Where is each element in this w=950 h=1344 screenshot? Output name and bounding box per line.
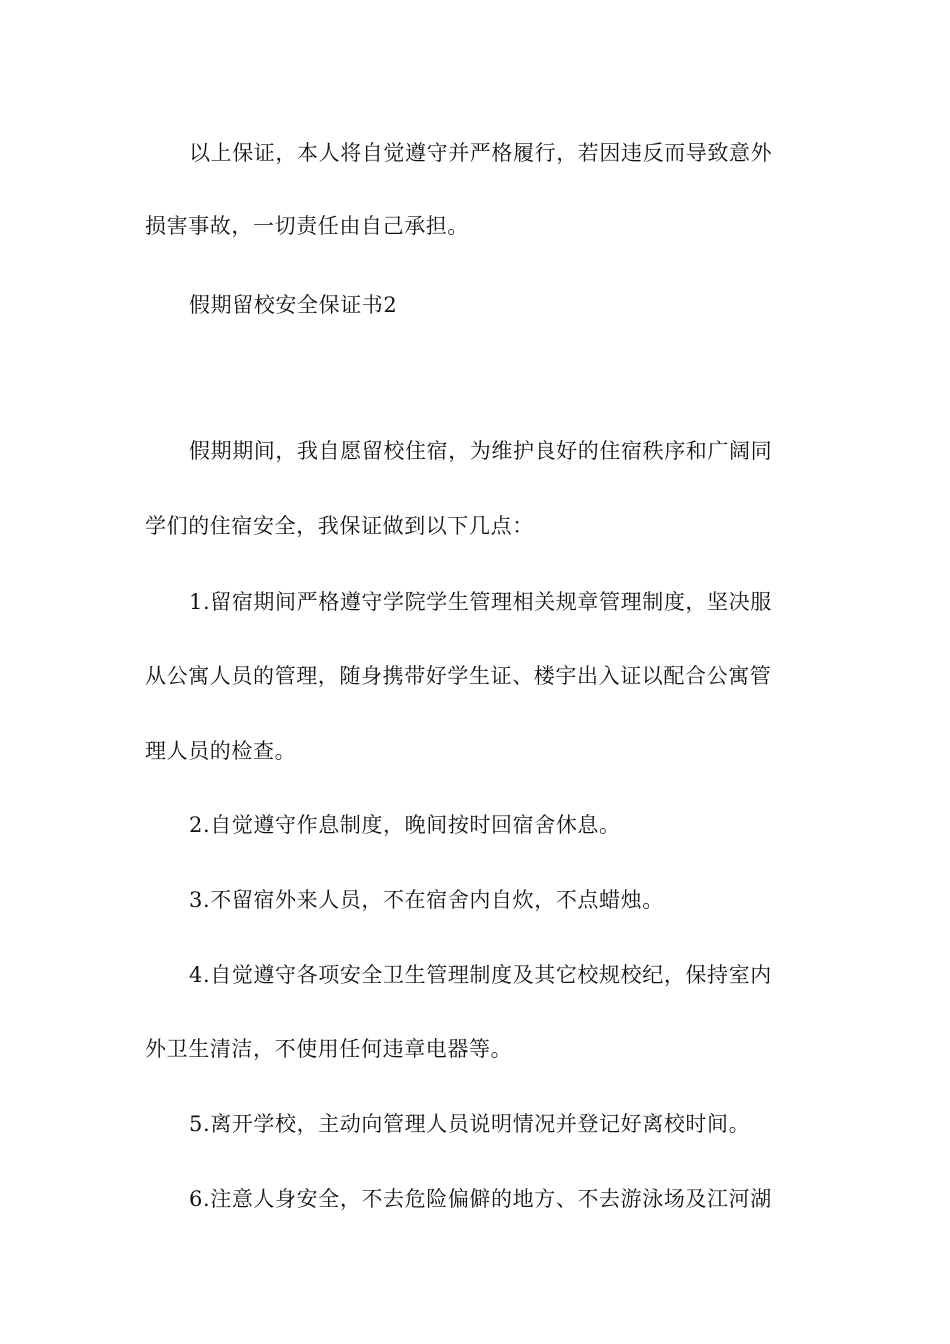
list-item-line: 外卫生清洁，不使用任何违章电器等。 bbox=[145, 1037, 513, 1061]
list-item-line: 6.注意人身安全，不去危险偏僻的地方、不去游泳场及江河湖 bbox=[189, 1187, 772, 1211]
list-item-line: 从公寓人员的管理，随身携带好学生证、楼宇出入证以配合公寓管 bbox=[145, 664, 772, 688]
paragraph-line: 损害事故，一切责任由自己承担。 bbox=[145, 214, 469, 238]
list-item-line: 理人员的检查。 bbox=[145, 739, 297, 763]
list-item-line: 4.自觉遵守各项安全卫生管理制度及其它校规校纪，保持室内 bbox=[189, 963, 772, 987]
paragraph-line: 假期期间，我自愿留校住宿，为维护良好的住宿秩序和广阔同 bbox=[189, 439, 773, 463]
paragraph-line: 学们的住宿安全，我保证做到以下几点： bbox=[145, 514, 534, 538]
list-item-line: 3.不留宿外来人员，不在宿舍内自炊，不点蜡烛。 bbox=[189, 888, 664, 912]
section-heading: 假期留校安全保证书2 bbox=[189, 293, 398, 317]
list-item-line: 5.离开学校，主动向管理人员说明情况并登记好离校时间。 bbox=[189, 1112, 751, 1136]
list-item-line: 2.自觉遵守作息制度，晚间按时回宿舍休息。 bbox=[189, 813, 621, 837]
list-item-line: 1.留宿期间严格遵守学院学生管理相关规章管理制度，坚决服 bbox=[189, 590, 772, 614]
paragraph-line: 以上保证，本人将自觉遵守并严格履行，若因违反而导致意外 bbox=[189, 141, 773, 165]
